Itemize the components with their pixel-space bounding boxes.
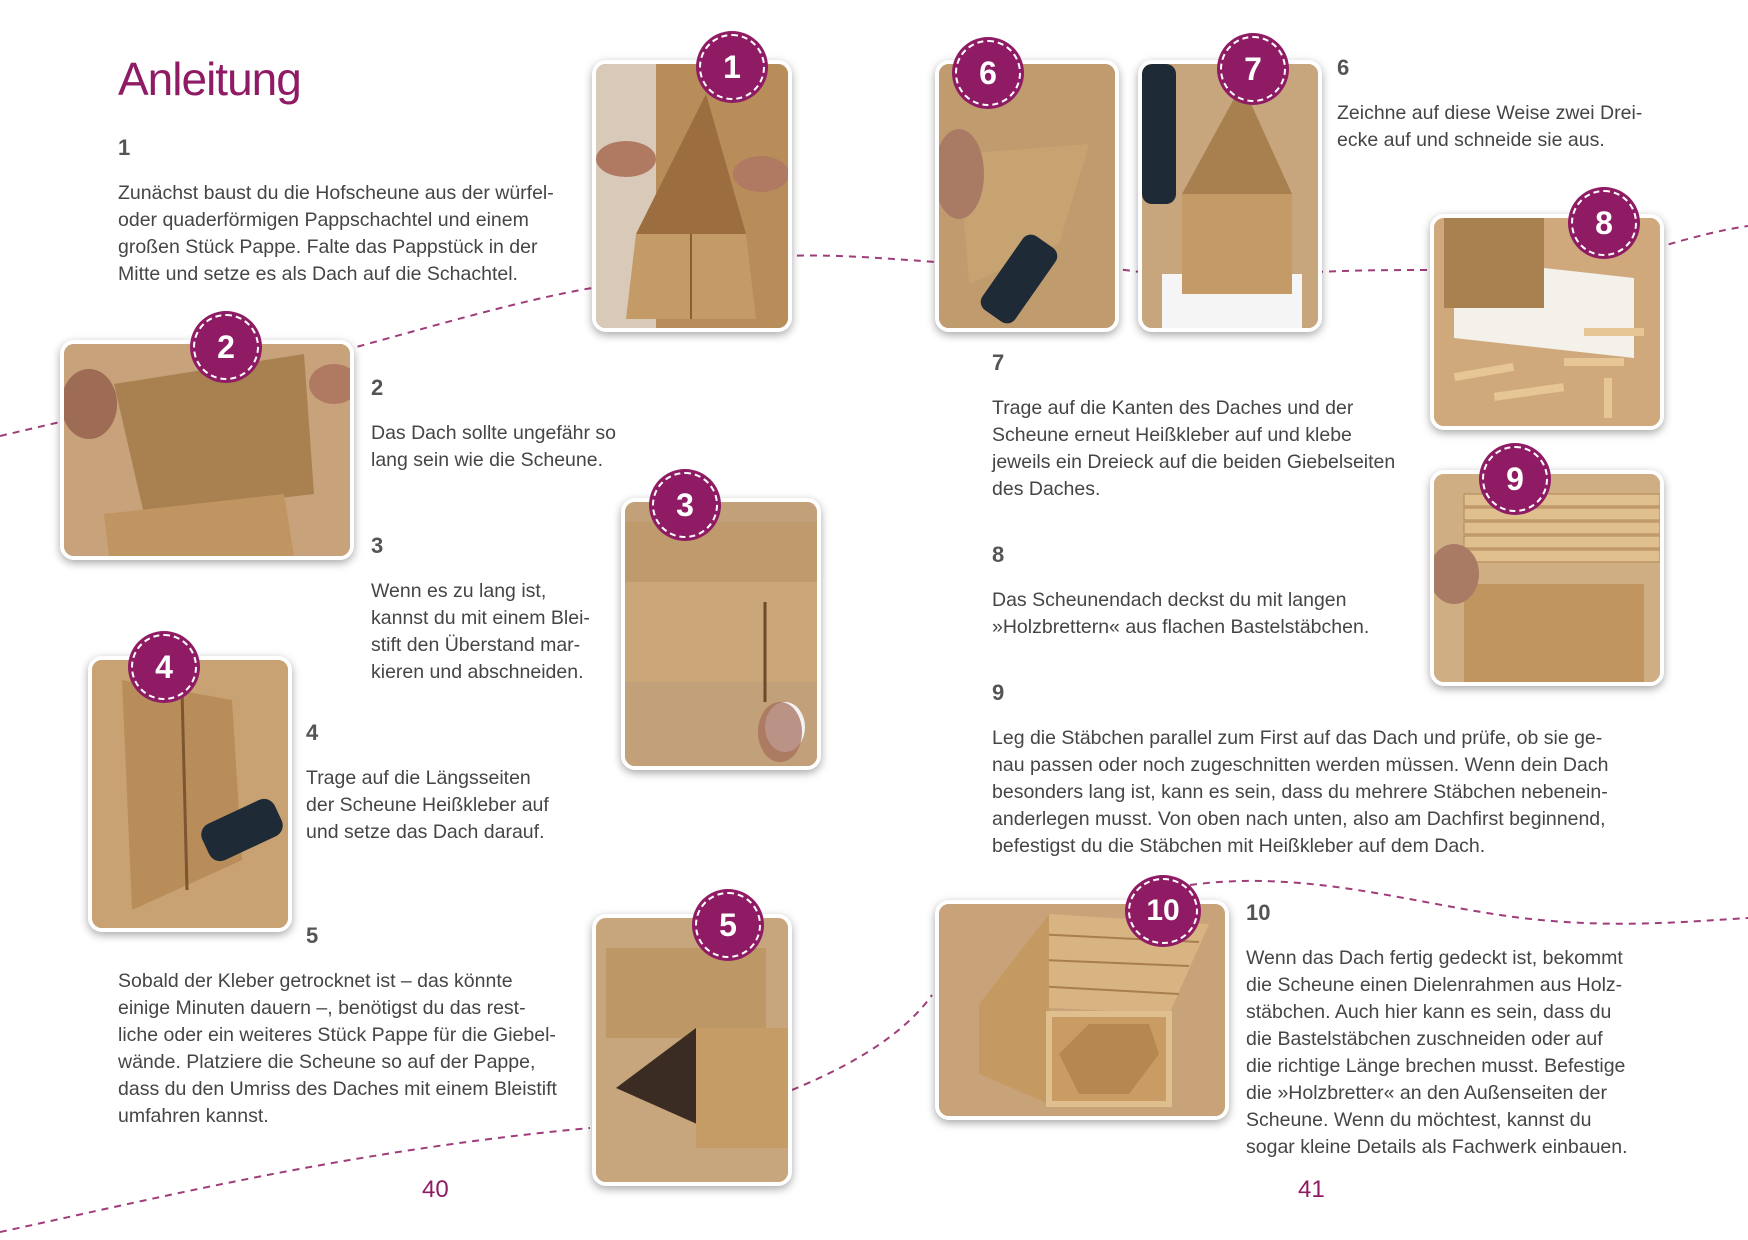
step-badge-5: 5 [695, 892, 761, 958]
step-1-photo [592, 60, 792, 332]
step-3-photo [621, 498, 821, 770]
step-text-4: Trage auf die Längsseiten der Scheune Heißkleber auf und setze das Dach darauf. [306, 767, 549, 843]
step-number-4: 4 [306, 720, 319, 745]
step-badge-6: 6 [955, 40, 1021, 106]
step-4-photo [88, 656, 292, 932]
step-number-5: 5 [306, 923, 319, 948]
step-5-photo [592, 914, 792, 1186]
step-text-8: Das Scheunendach deckst du mit langen »Holzbrettern« aus flachen Bastelstäbchen. [992, 589, 1370, 638]
step-text-9: Leg die Stäbchen parallel zum First auf das Dach und prüfe, ob sie ge- nau passen oder noch zugeschnitten werden müssen. Wenn dein Dach besonders lang ist, kann es sein, dass du mehrere Stäbchen nebenein- anderlegen musst. Von oben nach unten, also am Dachfirst beginnend, befestigst du die Stäbchen mit Heißkleber auf dem Dach. [992, 727, 1609, 857]
step-number-6: 6 [1337, 55, 1350, 80]
step-text-5: Sobald der Kleber getrocknet ist – das könnte einige Minuten dauern –, benötigst du das rest- liche oder ein weiteres Stück Pappe für die Giebel- wände. Platziere die Scheune so auf der Pappe, dass du den Umriss des Daches mit einem Bleistift umfahren kannst. [118, 970, 557, 1127]
step-text-10: Wenn das Dach fertig gedeckt ist, bekommt die Scheune einen Dielenrahmen aus Holz- stäbchen. Auch hier kann es sein, dass du die Bastelstäbchen zuschneiden oder auf die richtige Länge brechen musst. Befestige die »Holzbretter« an den Außenseiten der Scheune. Wenn du möchtest, kannst du sogar kleine Details als Fachwerk einbauen. [1246, 947, 1628, 1158]
step-number-8: 8 [992, 542, 1005, 567]
page-title: Anleitung [118, 53, 301, 105]
step-badge-2: 2 [193, 314, 259, 380]
page-number-left: 40 [422, 1176, 449, 1203]
step-badge-7: 7 [1220, 36, 1286, 102]
step-text-6: Zeichne auf diese Weise zwei Drei- ecke auf und schneide sie aus. [1337, 102, 1643, 151]
step-badge-8: 8 [1571, 190, 1637, 256]
step-badge-4: 4 [131, 634, 197, 700]
step-badge-9: 9 [1482, 446, 1548, 512]
step-text-7: Trage auf die Kanten des Daches und der Scheune erneut Heißkleber auf und klebe jeweils ein Dreieck auf die beiden Giebelseiten des Daches. [992, 397, 1396, 500]
step-badge-3: 3 [652, 472, 718, 538]
step-6-photo [935, 60, 1119, 332]
step-number-10: 10 [1246, 900, 1271, 925]
step-badge-10: 10 [1128, 878, 1198, 944]
step-number-3: 3 [371, 533, 384, 558]
step-text-3: Wenn es zu lang ist, kannst du mit einem Blei- stift den Überstand mar- kieren und abschneiden. [371, 580, 590, 683]
step-number-1: 1 [118, 135, 131, 160]
step-9-photo [1430, 470, 1664, 686]
step-7-photo [1138, 60, 1322, 332]
step-text-1: Zunächst baust du die Hofscheune aus der würfel- oder quaderförmigen Pappschachtel und einem großen Stück Pappe. Falte das Pappstück in der Mitte und setze es als Dach auf die Schachtel. [118, 182, 554, 285]
step-number-9: 9 [992, 680, 1005, 705]
step-text-2: Das Dach sollte ungefähr so lang sein wie die Scheune. [371, 422, 616, 471]
page-number-right: 41 [1298, 1176, 1325, 1203]
step-number-7: 7 [992, 350, 1005, 375]
step-number-2: 2 [371, 375, 384, 400]
step-8-photo [1430, 214, 1664, 430]
step-badge-1: 1 [699, 34, 765, 100]
